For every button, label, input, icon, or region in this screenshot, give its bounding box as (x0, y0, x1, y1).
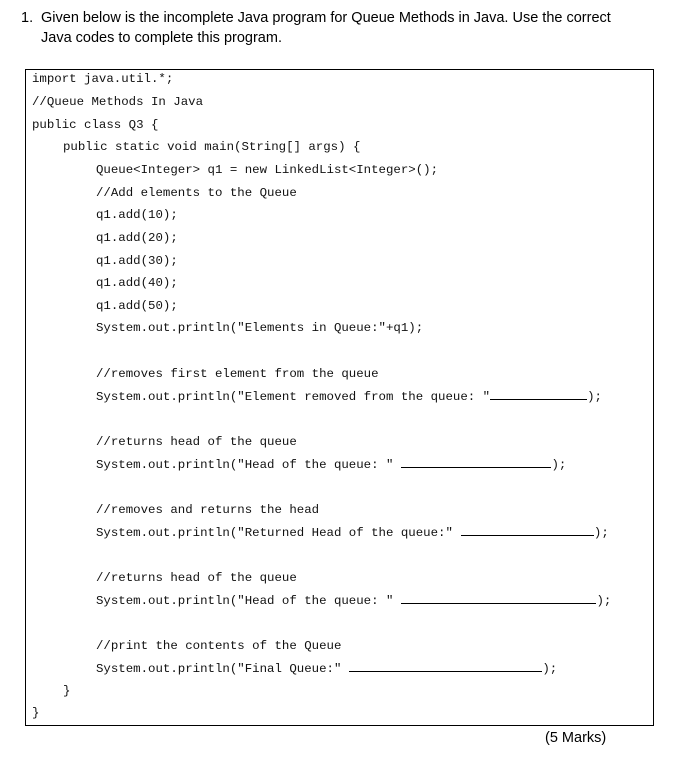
question-text: Given below is the incomplete Java program for Queue Methods in Java. Use the correct Java codes to complete this program. (41, 10, 611, 46)
code-line-import: import java.util.*; (32, 72, 174, 86)
code-comment-head-2: //returns head of the queue (96, 571, 297, 585)
code-line-print-elements: System.out.println("Elements in Queue:"+q1); (96, 321, 424, 335)
code-line-add: q1.add(50); (96, 299, 178, 313)
answer-blank-3[interactable] (461, 524, 594, 536)
marks-label: (5 Marks) (545, 730, 607, 746)
code-line-close-main: } (63, 684, 71, 698)
code-line-add: q1.add(20); (96, 231, 178, 245)
code-line-close-class: } (32, 706, 40, 720)
code-statement-end: ); (587, 390, 602, 404)
code-statement: System.out.println("Element removed from the queue: " (96, 390, 491, 404)
code-line-class-decl: public class Q3 { (32, 118, 159, 132)
code-statement-end: ); (551, 458, 567, 472)
code-statement: System.out.println("Returned Head of the queue:" (96, 526, 453, 540)
code-line-add: q1.add(40); (96, 276, 178, 290)
code-comment-remove-return: //removes and returns the head (96, 503, 320, 517)
code-line-main-decl: public static void main(String[] args) { (63, 140, 361, 154)
answer-blank-4[interactable] (401, 592, 596, 604)
code-comment-head: //returns head of the queue (96, 435, 297, 449)
code-line-add: q1.add(10); (96, 208, 178, 222)
question-number: 1. (21, 10, 34, 26)
answer-blank-5[interactable] (349, 660, 542, 672)
code-line-print-removed (96, 388, 602, 405)
code-comment-print: //print the contents of the Queue (96, 639, 342, 653)
answer-blank-2[interactable] (401, 456, 551, 468)
code-statement: System.out.println("Head of the queue: " (96, 458, 394, 472)
code-statement: System.out.println("Head of the queue: " (96, 594, 394, 608)
answer-blank-1[interactable] (490, 388, 587, 400)
code-line-queue-decl: Queue<Integer> q1 = new LinkedList<Integer>(); (96, 163, 439, 177)
code-statement-end: ); (593, 526, 609, 540)
code-line-print-final (96, 660, 557, 677)
code-comment-add: //Add elements to the Queue (96, 186, 297, 200)
code-statement: System.out.println("Final Queue:" (96, 662, 342, 676)
code-comment-remove: //removes first element from the queue (96, 367, 379, 381)
code-line-add: q1.add(30); (96, 254, 178, 268)
code-box (25, 69, 654, 726)
code-line-print-returned (96, 524, 609, 541)
code-comment-header: //Queue Methods In Java (32, 95, 204, 109)
code-statement-end: ); (596, 594, 612, 608)
code-line-print-head-2 (96, 592, 611, 609)
code-line-print-head (96, 456, 566, 473)
code-statement-end: ); (542, 662, 558, 676)
